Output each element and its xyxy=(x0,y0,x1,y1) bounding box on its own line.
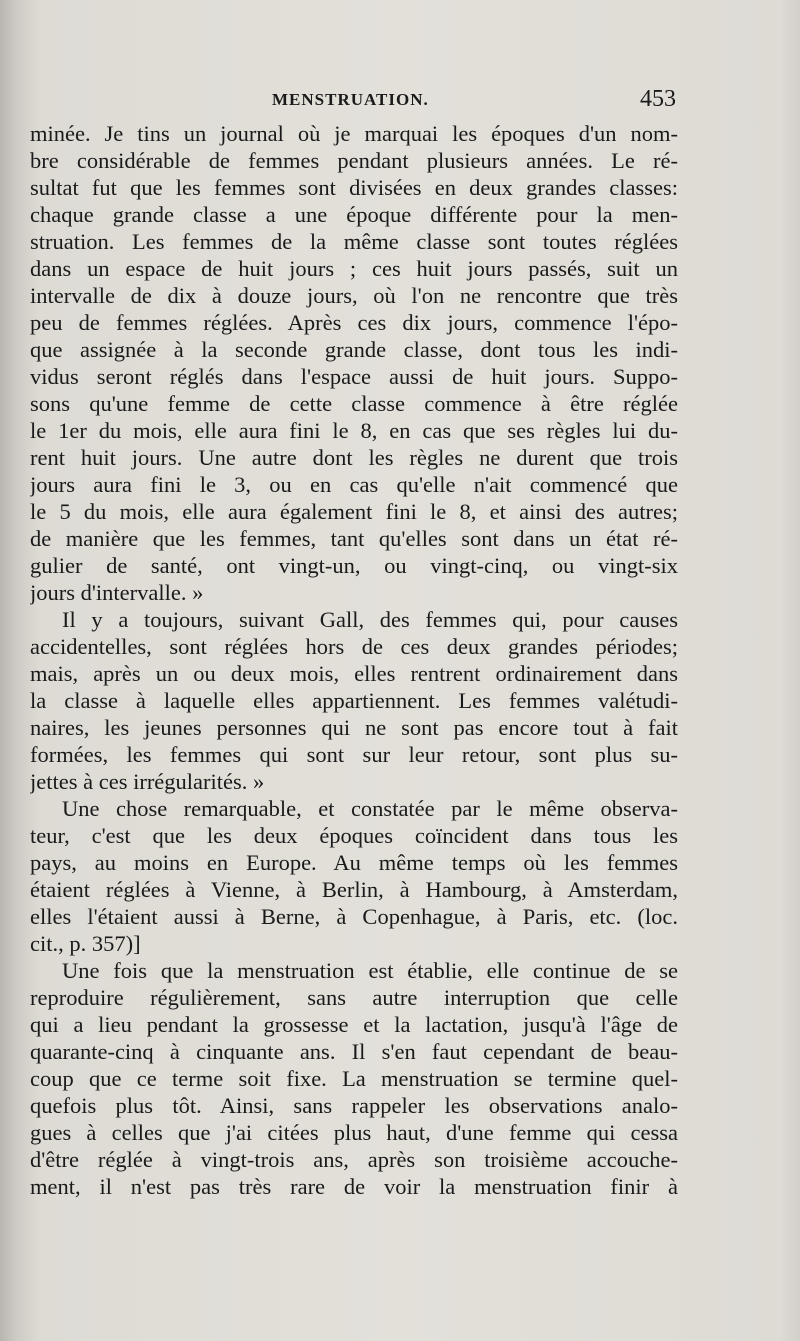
text-line: dans un espace de huit jours ; ces huit jours passés, suit un xyxy=(30,256,678,281)
text-line: jettes à ces irrégularités. » xyxy=(30,769,265,794)
text-line: Une chose remarquable, et constatée par le même observa- xyxy=(62,796,678,821)
text-line: Une fois que la menstruation est établie, elle continue de se xyxy=(62,958,678,983)
text-line: chaque grande classe a une époque différente pour la men- xyxy=(30,202,678,227)
text-line: teur, c'est que les deux époques coïncident dans tous les xyxy=(30,823,678,848)
text-line: sultat fut que les femmes sont divisées en deux grandes classes: xyxy=(30,175,678,200)
text-line: le 1er du mois, elle aura fini le 8, en cas que ses règles lui du- xyxy=(30,418,678,443)
text-line: formées, les femmes qui sont sur leur retour, sont plus su- xyxy=(30,742,678,767)
text-line: bre considérable de femmes pendant plusieurs années. Le ré- xyxy=(30,148,678,173)
text-line: jours aura fini le 3, ou en cas qu'elle n'ait commencé que xyxy=(30,472,678,497)
text-line: rent huit jours. Une autre dont les règles ne durent que trois xyxy=(30,445,678,470)
running-title: MENSTRUATION. xyxy=(272,90,429,109)
text-line: d'être réglée à vingt-trois ans, après son troisième accouche- xyxy=(30,1147,678,1172)
page-header xyxy=(0,88,800,118)
text-line: sons qu'une femme de cette classe commence à être réglée xyxy=(30,391,678,416)
text-line: la classe à laquelle elles appartiennent. Les femmes valétudi- xyxy=(30,688,678,713)
text-line: minée. Je tins un journal où je marquai les époques d'un nom- xyxy=(30,121,678,146)
page-number: 453 xyxy=(640,86,676,112)
body-text xyxy=(30,120,678,1200)
text-line: jours d'intervalle. » xyxy=(30,580,204,605)
text-line: gues à celles que j'ai citées plus haut, d'une femme qui cessa xyxy=(30,1120,678,1145)
text-line: accidentelles, sont réglées hors de ces deux grandes périodes; xyxy=(30,634,678,659)
text-line: cit., p. 357)] xyxy=(30,931,141,956)
text-line: ment, il n'est pas très rare de voir la menstruation finir à xyxy=(30,1174,678,1199)
text-line: vidus seront réglés dans l'espace aussi de huit jours. Suppo- xyxy=(30,364,678,389)
text-line: mais, après un ou deux mois, elles rentrent ordinairement dans xyxy=(30,661,678,686)
text-line: coup que ce terme soit fixe. La menstruation se termine quel- xyxy=(30,1066,678,1091)
text-line: de manière que les femmes, tant qu'elles sont dans un état ré- xyxy=(30,526,678,551)
text-line: le 5 du mois, elle aura également fini le 8, et ainsi des autres; xyxy=(30,499,678,524)
text-line: struation. Les femmes de la même classe sont toutes réglées xyxy=(30,229,678,254)
text-line: reproduire régulièrement, sans autre interruption que celle xyxy=(30,985,678,1010)
text-line: gulier de santé, ont vingt-un, ou vingt-cinq, ou vingt-six xyxy=(30,553,678,578)
text-line: quefois plus tôt. Ainsi, sans rappeler les observations analo- xyxy=(30,1093,678,1118)
text-line: naires, les jeunes personnes qui ne sont pas encore tout à fait xyxy=(30,715,678,740)
text-line: pays, au moins en Europe. Au même temps où les femmes xyxy=(30,850,678,875)
text-line: étaient réglées à Vienne, à Berlin, à Hambourg, à Amsterdam, xyxy=(30,877,678,902)
text-line: peu de femmes réglées. Après ces dix jours, commence l'épo- xyxy=(30,310,678,335)
text-line: quarante-cinq à cinquante ans. Il s'en faut cependant de beau- xyxy=(30,1039,678,1064)
text-line: elles l'étaient aussi à Berne, à Copenhague, à Paris, etc. (loc. xyxy=(30,904,678,929)
text-line: qui a lieu pendant la grossesse et la lactation, jusqu'à l'âge de xyxy=(30,1012,678,1037)
text-line: intervalle de dix à douze jours, où l'on ne rencontre que très xyxy=(30,283,678,308)
text-line: Il y a toujours, suivant Gall, des femmes qui, pour causes xyxy=(62,607,678,632)
text-line: que assignée à la seconde grande classe, dont tous les indi- xyxy=(30,337,678,362)
